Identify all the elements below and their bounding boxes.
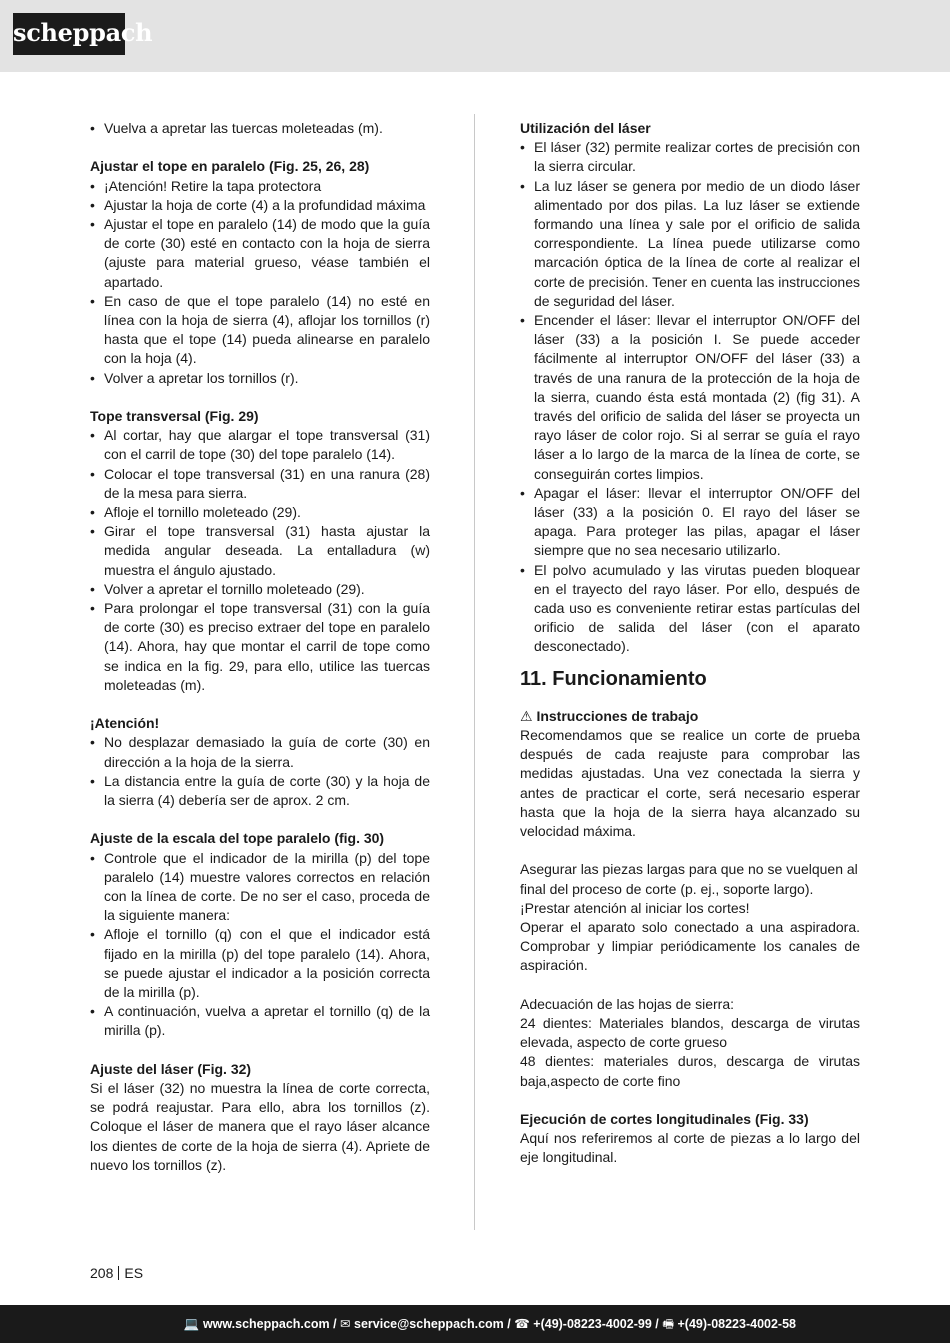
section-title-cross-stop: Tope transversal (Fig. 29) bbox=[90, 408, 259, 425]
footer-fax: +(49)-08223-4002-58 bbox=[677, 1317, 796, 1331]
mail-icon: ✉ bbox=[340, 1317, 351, 1331]
page-separator bbox=[118, 1266, 119, 1280]
list-item: • El polvo acumulado y las virutas pueden bloquear en el trayecto del rayo láser. Por ello, después de cada uso es conveniente retirar estas partículas del orificio de salida del láser (con el aparato desconectado). bbox=[520, 561, 860, 657]
list-item: • No desplazar demasiado la guía de corte (30) en dirección a la hoja de la sierra. bbox=[90, 733, 430, 771]
footer-contact bbox=[184, 1315, 796, 1333]
footer-band bbox=[0, 1305, 950, 1343]
intro-list bbox=[90, 119, 430, 138]
section-title-longitudinal-cuts: Ejecución de cortes longitudinales (Fig. 33) bbox=[520, 1110, 809, 1127]
parallel-stop-list bbox=[90, 177, 430, 388]
laser-adjust-text: Si el láser (32) no muestra la línea de corte correcta, se podrá reajustar. Para ello, abra los tornillos (z). Coloque el láser de manera que el rayo láser alcance los dientes de corte de la hoja de sierra (4). Apriete de nuevo los tornillos (z). bbox=[90, 1080, 430, 1173]
list-item: • Vuelva a apretar las tuercas moleteadas (m). bbox=[90, 119, 430, 138]
page-number bbox=[90, 1264, 143, 1283]
phone-icon: ☎ bbox=[514, 1317, 530, 1331]
list-item: • Volver a apretar el tornillo moleteado (29). bbox=[90, 580, 430, 599]
list-item: • En caso de que el tope paralelo (14) no esté en línea con la hoja de sierra (4), aflojar los tornillos (r) hasta que el tope (14) pueda alinearse en paralelo con la hoja (4). bbox=[90, 292, 430, 369]
section-title-attention: ¡Atención! bbox=[90, 715, 160, 732]
work-instructions-label: Instrucciones de trabajo bbox=[536, 707, 699, 724]
scheppach-logo: scheppach bbox=[13, 13, 125, 55]
section-title-parallel-stop: Ajustar el tope en paralelo (Fig. 25, 26, 28) bbox=[90, 158, 370, 175]
blades-line-2: 48 dientes: materiales duros, descarga de virutas baja,aspecto de corte fino bbox=[520, 1053, 860, 1089]
list-item: • Para prolongar el tope transversal (31) con la guía de corte (30) es preciso extraer del tope en paralelo (14). Ahora, hay que montar el carril de tope como se indica en la fig. 29, para ello, utilice las tuercas moleteadas (m). bbox=[90, 599, 430, 695]
list-item: • ¡Atención! Retire la tapa protectora bbox=[90, 177, 430, 196]
secure-text-2: ¡Prestar atención al iniciar los cortes! bbox=[520, 899, 750, 916]
list-item: • Volver a apretar los tornillos (r). bbox=[90, 369, 430, 388]
left-column bbox=[90, 119, 430, 1175]
footer-phone: +(49)-08223-4002-99 / bbox=[533, 1317, 659, 1331]
column-divider bbox=[474, 114, 475, 1230]
blades-title: Adecuación de las hojas de sierra: bbox=[520, 995, 735, 1012]
list-item: • Al cortar, hay que alargar el tope transversal (31) con el carril de tope (30) del tope paralelo (14). bbox=[90, 426, 430, 464]
list-item: • Afloje el tornillo (q) con el que el indicador está fijado en la mirilla (p) del tope paralelo (14). Ahora, se puede ajustar el indicador a la posición correcta de la mirilla (p). bbox=[90, 925, 430, 1002]
footer-email[interactable]: service@scheppach.com / bbox=[354, 1317, 511, 1331]
attention-list bbox=[90, 733, 430, 810]
right-column bbox=[520, 119, 860, 1168]
chapter-number: 11. bbox=[520, 667, 547, 690]
list-item: • Ajustar la hoja de corte (4) a la profundidad máxima bbox=[90, 196, 430, 215]
chapter-title: Funcionamiento bbox=[552, 667, 707, 690]
section-title-work-instructions bbox=[520, 707, 860, 726]
list-item: • Ajustar el tope en paralelo (14) de modo que la guía de corte (30) esté en contacto con la hoja de sierra (ajuste para material grueso, véase también el apartado. bbox=[90, 215, 430, 292]
list-item: • Colocar el tope transversal (31) en una ranura (28) de la mesa para sierra. bbox=[90, 465, 430, 503]
laser-use-list bbox=[520, 138, 860, 656]
warning-icon: ⚠ bbox=[520, 707, 533, 724]
list-item: • Apagar el láser: llevar el interruptor ON/OFF del láser (33) a la posición 0. El rayo del láser se apaga. Para proteger las pilas, apagar el láser siempre que no sea necesario utilizarlo. bbox=[520, 484, 860, 561]
work-instructions-text: Recomendamos que se realice un corte de prueba después de cada reajuste para comprobar las medidas ajustadas. Una vez conectada la sierra y antes de practicar el corte, será necesario esperar hasta que la hoja de la sierra haya alcanzado su velocidad máxima. bbox=[520, 726, 860, 839]
list-item: • La distancia entre la guía de corte (30) y la hoja de la sierra (4) debería ser de aprox. 2 cm. bbox=[90, 772, 430, 810]
chapter-heading bbox=[520, 667, 860, 691]
list-item: • Controle que el indicador de la mirilla (p) del tope paralelo (14) muestre valores correctos en relación con la línea de corte. De no ser el caso, proceda de la siguiente manera: bbox=[90, 849, 430, 926]
scale-adjust-list bbox=[90, 849, 430, 1041]
list-item: • A continuación, vuelva a apretar el tornillo (q) de la mirilla (p). bbox=[90, 1002, 430, 1040]
page-number-value: 208 bbox=[90, 1265, 114, 1281]
list-item: • Afloje el tornillo moleteado (29). bbox=[90, 503, 430, 522]
secure-text-1: Asegurar las piezas largas para que no se vuelquen al final del proceso de corte (p. ej., soporte largo). bbox=[520, 861, 858, 897]
list-item: • La luz láser se genera por medio de un diodo láser alimentado por dos pilas. La luz láser se extiende formando una línea y sale por el orificio de salida correspondiente. La línea puede utilizarse como marcación óptica de la línea de corte al realizar el corte de precisión. Tener en cuenta las instrucciones de seguridad del láser. bbox=[520, 177, 860, 311]
secure-text-3: Operar el aparato solo conectado a una aspiradora. Comprobar y limpiar periódicamente los canales de aspiración. bbox=[520, 918, 860, 974]
list-item: • El láser (32) permite realizar cortes de precisión con la sierra circular. bbox=[520, 138, 860, 176]
cross-stop-list bbox=[90, 426, 430, 695]
section-title-laser-adjust: Ajuste del láser (Fig. 32) bbox=[90, 1060, 252, 1077]
list-item: • Encender el láser: llevar el interruptor ON/OFF del láser (33) a la posición I. Se puede acceder fácilmente al interruptor ON/OFF del láser (33) a través de una ranura de la protección de la hoja de la sierra, cuando ésta está montada (2) (fig 31). A través del orificio de salida del láser se proyecta un rayo láser de color rojo. Si al serrar se guía el rayo láser a lo largo de la marca de la línea de corte, se conseguirán cortes limpios. bbox=[520, 311, 860, 484]
page-language: ES bbox=[124, 1265, 144, 1281]
header-band bbox=[0, 0, 950, 72]
computer-icon: 💻 bbox=[183, 1317, 200, 1331]
longitudinal-cuts-text: Aquí nos referiremos al corte de piezas a lo largo del eje longitudinal. bbox=[520, 1130, 860, 1166]
fax-icon: 🖷 bbox=[662, 1317, 675, 1331]
section-title-laser-use: Utilización del láser bbox=[520, 120, 651, 136]
list-item: • Girar el tope transversal (31) hasta ajustar la medida angular deseada. La entalladura (w) muestra el ángulo ajustado. bbox=[90, 522, 430, 580]
footer-website[interactable]: www.scheppach.com / bbox=[202, 1317, 337, 1331]
blades-line-1: 24 dientes: Materiales blandos, descarga de virutas elevada, aspecto de corte grueso bbox=[520, 1014, 860, 1051]
section-title-scale-adjust: Ajuste de la escala del tope paralelo (fig. 30) bbox=[90, 830, 385, 847]
